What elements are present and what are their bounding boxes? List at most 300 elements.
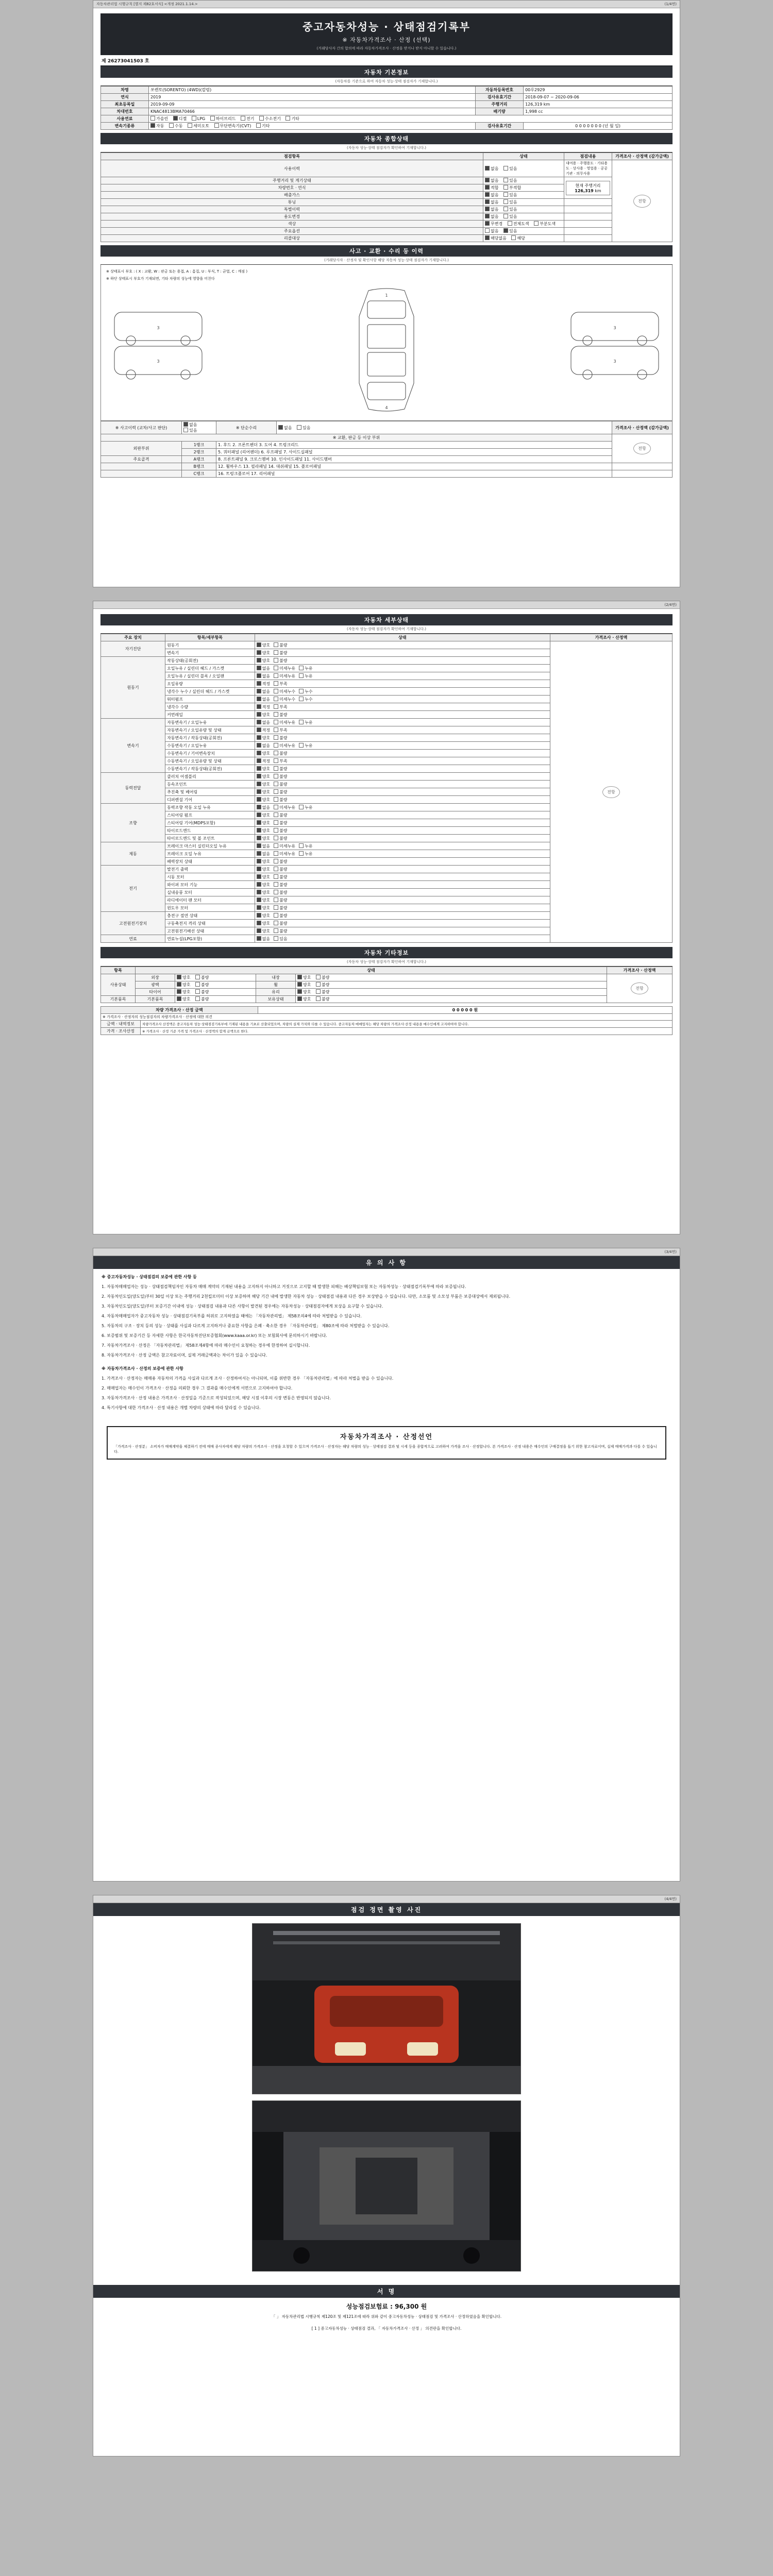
checkbox-icon[interactable] [274, 720, 278, 724]
checkbox-icon[interactable] [274, 936, 278, 941]
displacement-number: 1,998 [525, 109, 537, 114]
overall-row-5-state[interactable] [483, 206, 564, 213]
detail-opt-6-4-1[interactable] [274, 897, 287, 903]
checkbox-icon[interactable] [257, 805, 261, 809]
detail-opt-0-0-1[interactable] [274, 642, 287, 648]
trans-option-3-label: 무단변속기(CVT) [220, 124, 251, 128]
detail-state-4-4[interactable] [255, 835, 550, 842]
detail-opt-1-2-2[interactable] [299, 673, 312, 679]
detail-opt-1-7-0[interactable] [257, 712, 270, 718]
detail-opt-1-4-0[interactable] [257, 689, 270, 694]
checkbox-icon[interactable] [274, 712, 278, 717]
section-note-basic: (자동차를 기준으로 하여 자동차 성능·상태 점검자가 기재합니다.) [100, 78, 673, 86]
detail-opt-2-0-2[interactable] [299, 720, 312, 725]
detail-state-4-0[interactable] [255, 804, 550, 811]
detail-state-1-0[interactable] [255, 657, 550, 665]
detail-state-0-1[interactable] [255, 649, 550, 657]
detail-state-7-1[interactable] [255, 920, 550, 927]
checkbox-icon[interactable] [257, 867, 261, 871]
detail-opt-3-3-1[interactable] [274, 797, 287, 803]
checkbox-icon[interactable] [274, 650, 278, 655]
basic-value-valid: 0 0 0 0 0 0 0 (년 월 일) [524, 123, 673, 130]
checkbox-icon[interactable] [257, 820, 261, 825]
trans-option-0[interactable] [150, 123, 164, 129]
overall-stamp: 전항 [633, 195, 650, 208]
detail-opt-2-4-0[interactable] [257, 751, 270, 756]
fuel-option-3[interactable] [210, 116, 236, 122]
page2-topbar [93, 601, 680, 609]
detail-opt-1-0-1[interactable] [274, 658, 287, 664]
detail-opt-1-5-2[interactable] [299, 697, 312, 702]
checkbox-icon[interactable] [257, 689, 261, 693]
detail-opt-7-1-1[interactable] [274, 921, 287, 926]
detail-state-6-3[interactable] [255, 889, 550, 896]
detail-opt-5-1-1[interactable] [274, 851, 295, 857]
other-row-1-state2[interactable] [296, 981, 607, 989]
fuel-option-6[interactable] [285, 116, 299, 122]
trans-option-4[interactable] [256, 123, 270, 129]
detail-opt-1-4-1[interactable] [274, 689, 295, 694]
checkbox-icon[interactable] [274, 897, 278, 902]
checkbox-icon[interactable] [274, 681, 278, 686]
detail-opt-2-3-0[interactable] [257, 743, 270, 749]
detail-opt-3-2-0[interactable] [257, 789, 270, 795]
detail-opt-1-1-0[interactable] [257, 666, 270, 671]
accident-price-cell [612, 434, 673, 463]
other-row-0-state[interactable] [175, 974, 256, 981]
checkbox-icon[interactable] [274, 905, 278, 910]
detail-state-4-3[interactable] [255, 827, 550, 835]
overall-row-7-content [564, 221, 612, 228]
detail-item-6-3: 실내송풍 모터 [165, 889, 255, 896]
checkbox-icon[interactable] [274, 913, 278, 918]
detail-opt-4-0-1[interactable] [274, 805, 295, 810]
basic-label-transmission: 변속기종류 [101, 123, 149, 130]
detail-opt-3-0-1[interactable] [274, 774, 287, 779]
detail-opt-1-0-0[interactable] [257, 658, 270, 664]
mileage-unit: km [543, 102, 550, 107]
detail-opt-3-1-0[interactable] [257, 782, 270, 787]
other-row-0-state2[interactable] [296, 974, 607, 981]
detail-price-cell [550, 641, 672, 943]
detail-state-2-6[interactable] [255, 765, 550, 773]
other-row-3-opt0: 양호 [182, 997, 191, 1002]
detail-item-0-1: 변속기 [165, 649, 255, 657]
detail-state-5-0[interactable] [255, 842, 550, 850]
other-row-3-state[interactable] [175, 996, 256, 1003]
detail-opt-2-1-0[interactable] [257, 727, 270, 733]
checkbox-icon[interactable] [257, 658, 261, 663]
detail-opt-3-0-0[interactable] [257, 774, 270, 779]
checkbox-icon[interactable] [274, 782, 278, 786]
detail-opt-4-3-0[interactable] [257, 828, 270, 834]
detail-opt-5-2-0[interactable] [257, 859, 270, 865]
detail-state-2-3[interactable] [255, 742, 550, 750]
detail-opt-4-1-0[interactable] [257, 812, 270, 818]
detail-state-2-5[interactable] [255, 757, 550, 765]
checkbox-icon[interactable] [257, 905, 261, 910]
other-row-3-opt2-1: 불량 [322, 997, 330, 1002]
detail-opt-label: 누유 [305, 843, 313, 849]
checkbox-icon[interactable] [257, 712, 261, 717]
car-diagram-top-view [348, 285, 425, 414]
checkbox-icon[interactable] [299, 689, 304, 693]
detail-opt-1-5-1[interactable] [274, 697, 295, 702]
detail-opt-2-3-2[interactable] [299, 743, 312, 749]
detail-opt-label: 양호 [262, 820, 271, 825]
detail-opt-0-1-1[interactable] [274, 650, 287, 656]
detail-state-6-0[interactable] [255, 866, 550, 873]
detail-opt-6-5-0[interactable] [257, 905, 270, 911]
other-row-1-opt2-0: 양호 [303, 982, 311, 987]
detail-opt-5-1-0[interactable] [257, 851, 270, 857]
trans-option-3[interactable] [214, 123, 251, 129]
overall-row-7-name: 색상 [101, 221, 483, 228]
detail-state-1-2[interactable] [255, 672, 550, 680]
checkbox-icon[interactable] [274, 758, 278, 763]
detail-opt-2-5-0[interactable] [257, 758, 270, 764]
detail-opt-1-1-2[interactable] [299, 666, 312, 671]
detail-opt-1-2-0[interactable] [257, 673, 270, 679]
detail-state-6-4[interactable] [255, 896, 550, 904]
detail-opt-6-4-0[interactable] [257, 897, 270, 903]
detail-opt-label: 양호 [262, 812, 271, 818]
detail-state-3-0[interactable] [255, 773, 550, 781]
detail-opt-4-4-1[interactable] [274, 836, 287, 841]
detail-opt-2-0-1[interactable] [274, 720, 295, 725]
detail-state-4-2[interactable] [255, 819, 550, 827]
detail-opt-5-0-0[interactable] [257, 843, 270, 849]
detail-state-5-1[interactable] [255, 850, 550, 858]
fuel-option-4[interactable] [241, 116, 254, 122]
overall-row-9-state[interactable] [483, 235, 564, 242]
detail-opt-label: 미세누유 [279, 720, 296, 725]
signature-header: 서 명 [93, 2285, 680, 2298]
detail-opt-6-3-1[interactable] [274, 890, 287, 895]
checkbox-icon[interactable] [257, 882, 261, 887]
overall-row-3-name: 배출가스 [101, 192, 483, 199]
checkbox-icon[interactable] [274, 735, 278, 740]
detail-opt-7-2-1[interactable] [274, 928, 287, 934]
checkbox-icon[interactable] [257, 673, 261, 678]
checkbox-icon[interactable] [274, 797, 278, 802]
overall-row-0-content: 대여용 · 주행용도 · 기타용도 · 상사용 · 영업용 · 공공기관 · 의무사용 [564, 160, 612, 177]
basic-value-mileage [524, 101, 673, 108]
detail-opt-4-1-1[interactable] [274, 812, 287, 818]
detail-opt-4-0-2[interactable] [299, 805, 312, 810]
detail-opt-5-0-2[interactable] [299, 843, 312, 849]
checkbox-icon[interactable] [274, 859, 278, 863]
detail-opt-6-3-0[interactable] [257, 890, 270, 895]
fuel-option-1[interactable] [173, 116, 187, 122]
fuel-option-0[interactable] [150, 116, 168, 122]
basic-value-year: 2019 [149, 94, 476, 101]
overall-row-0-name: 사용이력 [101, 160, 483, 177]
detail-opt-7-0-1[interactable] [274, 913, 287, 919]
checkbox-icon[interactable] [257, 743, 261, 748]
checkbox-icon[interactable] [257, 751, 261, 755]
detail-opt-0-1-0[interactable] [257, 650, 270, 656]
detail-state-6-2[interactable] [255, 881, 550, 889]
detail-opt-6-2-1[interactable] [274, 882, 287, 888]
checkbox-icon[interactable] [257, 913, 261, 918]
checkbox-icon[interactable] [257, 735, 261, 740]
checkbox-icon[interactable] [257, 720, 261, 724]
checkbox-icon[interactable] [299, 743, 304, 748]
other-row-1-state[interactable] [175, 981, 256, 989]
detail-opt-1-7-1[interactable] [274, 712, 287, 718]
detail-opt-4-2-0[interactable] [257, 820, 270, 826]
checkbox-icon[interactable] [257, 928, 261, 933]
detail-opt-6-2-0[interactable] [257, 882, 270, 888]
other-col-2: 가격조사 · 산정액 [607, 967, 673, 974]
detail-state-3-1[interactable] [255, 781, 550, 788]
fuel-option-5[interactable] [259, 116, 281, 122]
overall-row-0-state[interactable] [483, 160, 564, 177]
notice-item-3: 4. 자동차매매업자가 중고자동차 성능 · 상태점검기록부를 허위로 고지하였을 때에는 「자동차관리법」 제58조의4에 따라 처벌받을 수 있습니다. [102, 1314, 362, 1318]
detail-opt-4-3-1[interactable] [274, 828, 287, 834]
detail-opt-6-0-1[interactable] [274, 867, 287, 872]
detail-opt-6-1-0[interactable] [257, 874, 270, 880]
checkbox-icon[interactable] [274, 805, 278, 809]
checkbox-icon[interactable] [257, 921, 261, 925]
detail-state-7-2[interactable] [255, 927, 550, 935]
other-stamp: 전항 [631, 982, 648, 994]
checkbox-icon[interactable] [299, 851, 304, 856]
checkbox-icon[interactable] [257, 697, 261, 701]
checkbox-icon[interactable] [274, 673, 278, 678]
trans-option-2[interactable] [188, 123, 209, 129]
checkbox-icon[interactable] [257, 642, 261, 647]
detail-item-2-0: 자동변속기 / 오일누유 [165, 719, 255, 726]
detail-opt-label: 불량 [279, 797, 288, 802]
checkbox-icon[interactable] [257, 797, 261, 802]
checkbox-icon[interactable] [274, 642, 278, 647]
detail-state-2-0[interactable] [255, 719, 550, 726]
checkbox-icon[interactable] [299, 673, 304, 678]
checkbox-icon[interactable] [274, 890, 278, 894]
detail-opt-label: 불량 [279, 921, 288, 926]
detail-opt-4-0-0[interactable] [257, 805, 270, 810]
rank-a-text: 8. 프론트패널 9. 크로스멤버 10. 인사이드패널 11. 사이드멤버 [216, 456, 612, 463]
overall-row-2-state[interactable] [483, 184, 564, 192]
checkbox-icon[interactable] [257, 874, 261, 879]
detail-opt-1-5-0[interactable] [257, 697, 270, 702]
detail-opt-2-5-1[interactable] [274, 758, 287, 764]
detail-state-3-3[interactable] [255, 796, 550, 804]
checkbox-icon[interactable] [257, 766, 261, 771]
checkbox-icon[interactable] [257, 851, 261, 856]
other-col-0: 항목 [101, 967, 136, 974]
checkbox-icon[interactable] [274, 867, 278, 871]
detail-state-1-4[interactable] [255, 688, 550, 696]
detail-opt-1-6-0[interactable] [257, 704, 270, 710]
checkbox-icon[interactable] [274, 928, 278, 933]
checkbox-icon[interactable] [257, 782, 261, 786]
detail-opt-2-6-1[interactable] [274, 766, 287, 772]
detail-opt-label: 없음 [262, 697, 271, 702]
checkbox-icon[interactable] [257, 859, 261, 863]
detail-state-5-2[interactable] [255, 858, 550, 866]
detail-opt-1-4-2[interactable] [299, 689, 312, 694]
detail-state-1-6[interactable] [255, 703, 550, 711]
trans-option-1[interactable] [169, 123, 182, 129]
overall-row-6-state[interactable] [483, 213, 564, 221]
detail-opt-5-2-1[interactable] [274, 859, 287, 865]
checkbox-icon[interactable] [274, 828, 278, 833]
checkbox-icon[interactable] [274, 843, 278, 848]
detail-opt-5-0-1[interactable] [274, 843, 295, 849]
detail-opt-7-2-0[interactable] [257, 928, 270, 934]
detail-opt-6-5-1[interactable] [274, 905, 287, 911]
checkbox-icon[interactable] [257, 666, 261, 670]
overall-row-1-state[interactable] [483, 177, 564, 184]
checkbox-icon[interactable] [274, 766, 278, 771]
detail-state-2-2[interactable] [255, 734, 550, 742]
section-header-accident: 사고 · 교환 · 수리 등 이력 [100, 245, 673, 257]
basic-value-fuel [149, 115, 673, 123]
detail-state-7-0[interactable] [255, 912, 550, 920]
checkbox-icon[interactable] [299, 697, 304, 701]
detail-opt-1-1-1[interactable] [274, 666, 295, 671]
detail-opt-label: 없음 [262, 851, 271, 856]
checkbox-icon[interactable] [257, 681, 261, 686]
overall-row-7-state[interactable] [483, 221, 564, 228]
checkbox-icon[interactable] [274, 743, 278, 748]
detail-opt-6-1-1[interactable] [274, 874, 287, 880]
detail-opt-1-3-0[interactable] [257, 681, 270, 687]
notice-item-6: 7. 자동차가격조사 · 산정은 「자동차관리법」 제58조제4항에 따라 매수인이 요청하는 경우에 한정하여 실시합니다. [102, 1343, 310, 1348]
fuel-option-2[interactable] [192, 116, 205, 121]
overall-row-4-state[interactable] [483, 199, 564, 206]
detail-opt-4-2-1[interactable] [274, 820, 287, 826]
detail-item-5-1: 브레이크 오일 누유 [165, 850, 255, 858]
detail-opt-2-2-0[interactable] [257, 735, 270, 741]
other-row-3-state2[interactable] [296, 996, 607, 1003]
car-diagram-right-side [566, 306, 664, 394]
checkbox-icon[interactable] [274, 921, 278, 925]
footer-note-2: [ 1 ] 중고자동차성능 · 상태점검 결과, 「 자동차가격조사 · 산정 」 의견란을 확인합니다. [311, 2326, 462, 2331]
detail-state-2-4[interactable] [255, 750, 550, 757]
simple-q-state[interactable] [277, 421, 612, 434]
detail-state-1-1[interactable] [255, 665, 550, 672]
detail-opt-2-2-1[interactable] [274, 735, 287, 741]
checkbox-icon[interactable] [257, 936, 261, 941]
checkbox-icon[interactable] [299, 843, 304, 848]
detail-opt-2-3-1[interactable] [274, 743, 295, 749]
checkbox-icon[interactable] [274, 874, 278, 879]
accident-q-state[interactable] [182, 421, 216, 434]
detail-opt-8-0-0[interactable] [257, 936, 270, 942]
checkbox-icon[interactable] [274, 697, 278, 701]
checkbox-icon[interactable] [257, 890, 261, 894]
detail-opt-2-1-1[interactable] [274, 727, 287, 733]
checkbox-icon[interactable] [299, 666, 304, 670]
overall-row-7-opt2: 부분도색 [540, 222, 556, 226]
checkbox-icon[interactable] [274, 789, 278, 794]
checkbox-icon[interactable] [274, 727, 278, 732]
checkbox-icon[interactable] [257, 828, 261, 833]
detail-state-4-1[interactable] [255, 811, 550, 819]
detail-opt-4-4-0[interactable] [257, 836, 270, 841]
detail-opt-3-3-0[interactable] [257, 797, 270, 803]
checkbox-icon[interactable] [274, 666, 278, 670]
detail-state-0-0[interactable] [255, 641, 550, 649]
overall-row-3-state[interactable] [483, 192, 564, 199]
detail-opt-2-4-1[interactable] [274, 751, 287, 756]
checkbox-icon[interactable] [257, 704, 261, 709]
detail-opt-label: 양호 [262, 797, 271, 802]
detail-state-1-5[interactable] [255, 696, 550, 703]
other-row-2-state2[interactable] [296, 989, 607, 996]
detail-state-2-1[interactable] [255, 726, 550, 734]
detail-opt-1-2-1[interactable] [274, 673, 295, 679]
detail-opt-label: 불량 [279, 905, 288, 910]
detail-opt-1-3-1[interactable] [274, 681, 287, 687]
detail-opt-3-1-1[interactable] [274, 782, 287, 787]
detail-item-3-0: 클러치 어셈블리 [165, 773, 255, 781]
detail-opt-0-0-0[interactable] [257, 642, 270, 648]
overall-row-7-opt0: 무변경 [491, 222, 503, 226]
overall-row-8-state[interactable] [483, 228, 564, 235]
checkbox-icon[interactable] [257, 774, 261, 778]
overall-row-5-name: 특별이력 [101, 206, 483, 213]
detail-opt-8-0-1[interactable] [274, 936, 287, 942]
checkbox-icon[interactable] [274, 882, 278, 887]
checkbox-icon[interactable] [257, 789, 261, 794]
checkbox-icon[interactable] [274, 836, 278, 840]
detail-opt-label: 적정 [262, 681, 271, 686]
detail-state-3-2[interactable] [255, 788, 550, 796]
detail-state-1-7[interactable] [255, 711, 550, 719]
other-row-2-state[interactable] [175, 989, 256, 996]
checkbox-icon[interactable] [299, 805, 304, 809]
checkbox-icon[interactable] [257, 812, 261, 817]
detail-opt-1-6-1[interactable] [274, 704, 287, 710]
checkbox-icon[interactable] [274, 751, 278, 755]
checkbox-icon[interactable] [257, 843, 261, 848]
detail-state-8-0[interactable] [255, 935, 550, 943]
detail-opt-6-0-0[interactable] [257, 867, 270, 872]
checkbox-icon[interactable] [274, 851, 278, 856]
detail-state-6-1[interactable] [255, 873, 550, 881]
checkbox-icon[interactable] [274, 820, 278, 825]
overall-row-2-opt1: 부적합 [509, 185, 522, 190]
checkbox-icon[interactable] [274, 774, 278, 778]
checkbox-icon[interactable] [274, 658, 278, 663]
checkbox-icon[interactable] [274, 704, 278, 709]
detail-opt-7-1-0[interactable] [257, 921, 270, 926]
checkbox-icon[interactable] [274, 812, 278, 817]
detail-opt-label: 누유 [305, 851, 313, 856]
checkbox-icon[interactable] [257, 758, 261, 763]
detail-state-1-3[interactable] [255, 680, 550, 688]
detail-state-6-5[interactable] [255, 904, 550, 912]
checkbox-icon[interactable] [257, 836, 261, 840]
rank2-label: 2랭크 [182, 449, 216, 456]
checkbox-icon[interactable] [257, 650, 261, 655]
detail-opt-2-0-0[interactable] [257, 720, 270, 725]
detail-opt-7-0-0[interactable] [257, 913, 270, 919]
detail-opt-2-6-0[interactable] [257, 766, 270, 772]
checkbox-icon[interactable] [257, 727, 261, 732]
detail-opt-label: 부족 [279, 758, 288, 764]
detail-opt-3-2-1[interactable] [274, 789, 287, 795]
detail-opt-5-1-2[interactable] [299, 851, 312, 857]
checkbox-icon[interactable] [299, 720, 304, 724]
checkbox-icon[interactable] [257, 897, 261, 902]
checkbox-icon[interactable] [274, 689, 278, 693]
